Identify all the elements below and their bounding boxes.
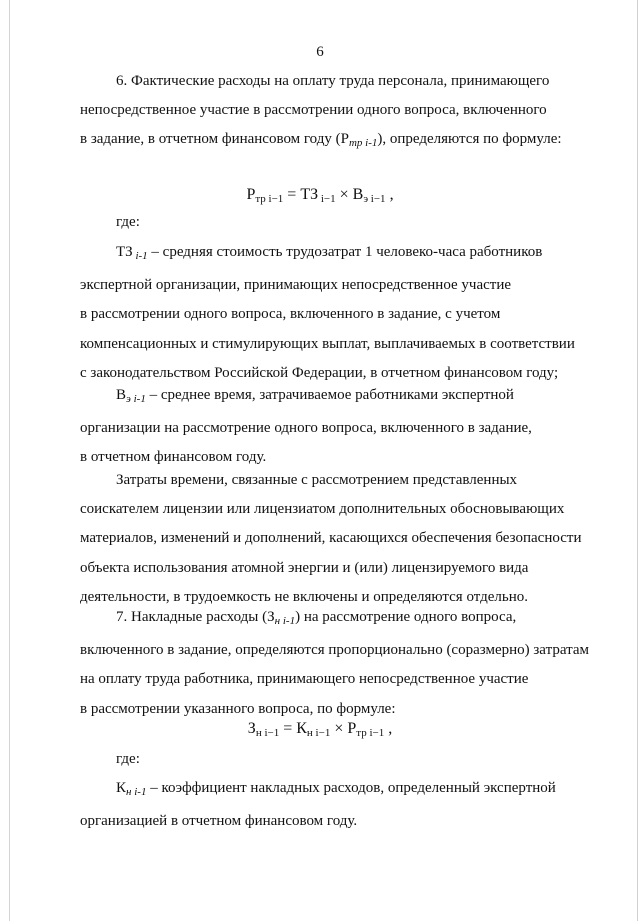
text-line: с законодательством Российской Федерации, в отчетном финансовом году; [80, 364, 559, 381]
text-fragment: ), определяются по формуле: [377, 131, 562, 148]
text-line [80, 125, 594, 158]
formula-symbol: = ТЗ [283, 186, 319, 203]
definition-symbol: В [116, 387, 127, 403]
text-fragment: – среднее время, затрачиваемое работниками экспертной [145, 387, 514, 403]
text-line: непосредственное участие в рассмотрении одного вопроса, включенного [80, 102, 547, 119]
formula-labor-cost [0, 186, 640, 205]
text-line [80, 774, 594, 807]
text-line: включенного в задание, определяются пропорционально (соразмерно) затратам [80, 642, 589, 659]
definition-k [80, 774, 594, 836]
text-line: организацией в отчетном финансовом году. [80, 813, 358, 830]
formula-overhead [0, 720, 640, 739]
formula-symbol: , [384, 720, 393, 737]
text-line: 6. Фактические расходы на оплату труда персонала, принимающего [116, 73, 550, 89]
formula-symbol: З [247, 720, 256, 737]
text-line: экспертной организации, принимающих непосредственное участие [80, 277, 512, 294]
definition-tz [80, 238, 594, 388]
formula-subscript: тр i−1 [255, 193, 284, 205]
text-fragment: в задание, в отчетном финансовом году (Р [80, 131, 349, 148]
text-line: соискателем лицензии или лицензиатом дополнительных обосновывающих [80, 501, 565, 518]
text-line [80, 238, 594, 271]
definition-symbol: ТЗ [116, 244, 133, 260]
formula-subscript: н i−1 [306, 727, 331, 739]
text-line: объекта использования атомной энергии и (или) лицензируемого вида [80, 559, 529, 576]
text-line: в отчетном финансовом году. [80, 449, 267, 466]
formula-symbol: × В [335, 186, 364, 203]
paragraph-7 [80, 603, 594, 724]
subscript: i-1 [132, 250, 148, 262]
scan-edge-right [637, 0, 638, 921]
text-fragment: ) на рассмотрение одного вопроса, [295, 609, 517, 625]
formula-subscript: э i−1 [363, 193, 386, 205]
text-fragment: – средняя стоимость трудозатрат 1 человеко-часа работников [147, 244, 543, 260]
scan-edge-left [9, 0, 10, 921]
subscript: э i-1 [126, 393, 146, 405]
formula-symbol: = К [279, 720, 307, 737]
where-label: где: [116, 214, 140, 230]
text-fragment: 7. Накладные расходы (З [116, 609, 275, 625]
text-line [80, 603, 594, 636]
text-line: организации на рассмотрение одного вопроса, включенного в задание, [80, 420, 532, 437]
definition-symbol: К [116, 780, 127, 796]
formula-subscript: н i−1 [255, 727, 280, 739]
text-line: материалов, изменений и дополнений, касающихся обеспечения безопасности [80, 530, 582, 547]
text-line: Затраты времени, связанные с рассмотрением представленных [116, 472, 518, 488]
subscript: н i-1 [274, 615, 296, 627]
page-number: 6 [316, 44, 324, 60]
text-line: на оплату труда работника, принимающего непосредственное участие [80, 671, 529, 688]
formula-symbol: , [385, 186, 394, 203]
text-fragment: – коэффициент накладных расходов, определенный экспертной [146, 780, 556, 796]
definition-v [80, 381, 594, 473]
text-line: в рассмотрении указанного вопроса, по формуле: [80, 700, 396, 717]
formula-symbol: × Р [330, 720, 357, 737]
formula-subscript: i−1 [318, 193, 336, 205]
text-line: деятельности, в трудоемкость не включены и определяются отдельно. [80, 588, 528, 605]
subscript: н i-1 [126, 786, 147, 798]
formula-subscript: тр i−1 [356, 727, 385, 739]
paragraph-time-costs [80, 466, 594, 612]
formula-symbol: Р [246, 186, 256, 203]
paragraph-6 [80, 67, 594, 159]
text-line: компенсационных и стимулирующих выплат, выплачиваемых в соответствии [80, 335, 575, 352]
where-label: где: [116, 751, 140, 767]
text-line: в рассмотрении одного вопроса, включенного в задание, с учетом [80, 306, 501, 323]
text-line [80, 381, 594, 414]
subscript: тр i-1 [348, 137, 378, 150]
